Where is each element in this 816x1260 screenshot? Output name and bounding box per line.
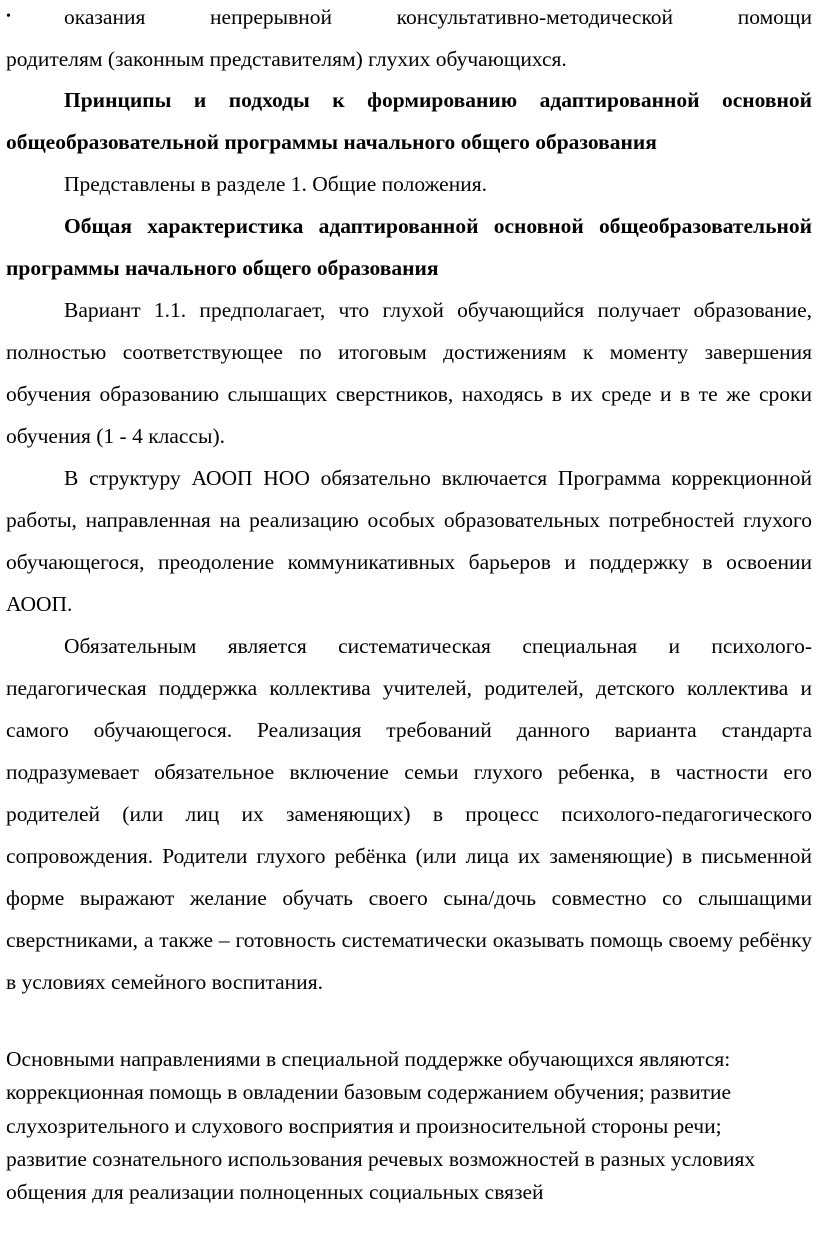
paragraph-main-directions: Основными направлениями в специальной поддержке обучающихся являются: коррекционная помощь в овладении базовым содержанием обучения; развитие слухозрительного и слухового восприятия и произносительной стороны речи; развитие сознательного использования речевых возможностей в разных условиях общения для реализации полноценных социальных связей <box>6 1047 756 1205</box>
heading-principles: Принципы и подходы к формированию адаптированной основной общеобразовательной программы начального общего образования <box>6 88 812 154</box>
bullet-item-text-rest: родителям (законным представителям) глухих обучающихся. <box>6 47 567 71</box>
heading-characteristics: Общая характеристика адаптированной основной общеобразовательной программы начального общего образования <box>6 214 812 280</box>
paragraph-structure: В структуру АООП НОО обязательно включается Программа коррекционной работы, направленная на реализацию особых образовательных потребностей глухого обучающегося, преодоление коммуникативных барьеров и поддержку в освоении АООП. <box>6 466 812 616</box>
paragraph-variant: Вариант 1.1. предполагает, что глухой обучающийся получает образование, полностью соответствующее по итоговым достижениям к моменту завершения обучения образованию слышащих сверстников, находясь в их среде и в те же сроки обучения (1 - 4 классы). <box>6 298 812 448</box>
paragraph-mandatory-support: Обязательным является систематическая специальная и психолого-педагогическая поддержка коллектива учителей, родителей, детского коллектива и самого обучающегося. Реализация требований данного варианта стандарта подразумевает обязательное включение семьи глухого ребенка, в частности его родителей (или лиц их заменяющих) в процесс психолого-педагогического сопровождения. Родители глухого ребёнка (или лица их заменяющие) в письменной форме выражают желание обучать своего сына/дочь совместно со слышащими сверстниками, а также – готовность систематически оказывать помощь своему ребёнку в условиях семейного воспитания. <box>6 634 812 994</box>
bullet-marker: • <box>6 9 11 24</box>
bullet-list-item <box>6 0 812 80</box>
paragraph-principles: Представлены в разделе 1. Общие положения. <box>64 172 487 196</box>
bullet-item-text-first-line: оказания непрерывной консультативно-методической помощи <box>64 5 812 29</box>
